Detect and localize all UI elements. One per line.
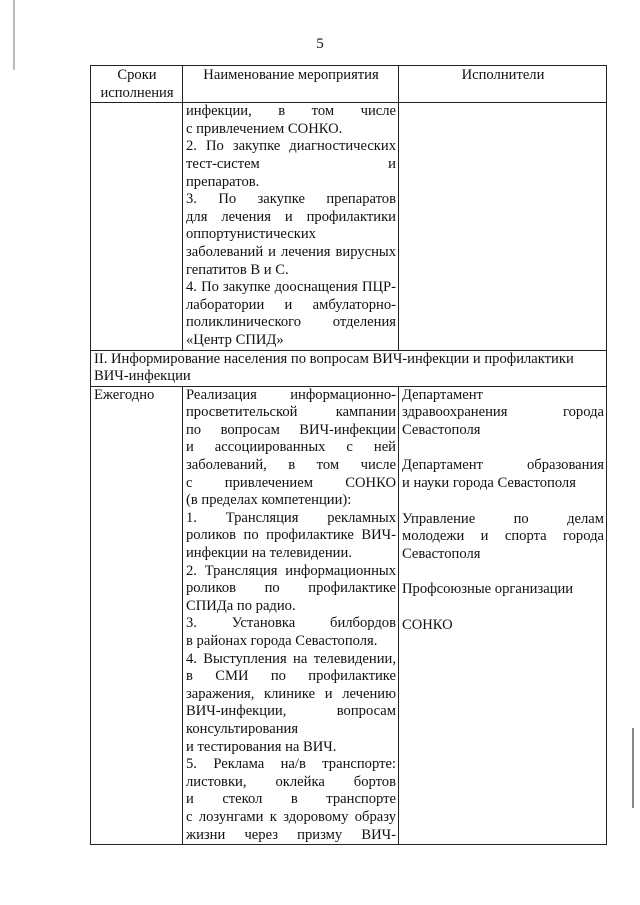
activity-line: инфекции на телевидении. <box>186 545 352 562</box>
activity-line: Реализация информационно- <box>186 386 396 403</box>
activity-line: 4. Выступления на телевидении, <box>186 650 396 667</box>
activity-line: 3. Установка билбордов <box>186 615 396 632</box>
executor-line: Департамент образования <box>402 457 604 474</box>
activity-line: и ассоциированных с ней <box>186 439 396 456</box>
activity-line: 4. По закупке дооснащения ПЦР- <box>186 279 396 296</box>
activity-line: для лечения и профилактики <box>186 208 396 225</box>
activity-line: по вопросам ВИЧ-инфекции <box>186 421 396 438</box>
activity-line: оппортунистических <box>186 226 316 243</box>
executors-cell <box>399 386 607 844</box>
activity-line: лаборатории и амбулаторно- <box>186 296 396 313</box>
activity-line: роликов по профилактике <box>186 580 396 597</box>
activity-line: и стекол в транспорте <box>186 791 396 808</box>
activity-line: 2. По закупке диагностических <box>186 138 396 155</box>
executor-line: Профсоюзные организации <box>402 581 574 598</box>
section-title: II. Информирование населения по вопросам ВИЧ-инфекции и профилактики ВИЧ-инфекции <box>91 350 607 386</box>
activity-line: препаратов. <box>186 173 260 190</box>
activity-line: 1. Трансляция рекламных <box>186 509 396 526</box>
executor-line: Севастополя <box>402 421 481 438</box>
executor-line: здравоохранения города <box>402 404 604 421</box>
activity-line: с лозунгами к здоровому образу <box>186 808 396 825</box>
activity-line: (в пределах компетенции): <box>186 492 352 509</box>
executor-line: Севастополя <box>402 545 481 562</box>
activity-line: в СМИ по профилактике <box>186 668 396 685</box>
activities-table <box>90 65 607 845</box>
activity-line: и тестирования на ВИЧ. <box>186 738 337 755</box>
activity-line: заболеваний, в том числе <box>186 457 396 474</box>
activity-line: заболеваний и лечения вирусных <box>186 243 396 260</box>
timing-cell: Ежегодно <box>91 386 183 844</box>
activity-line: СПИДа по радио. <box>186 597 296 614</box>
executor-line: молодежи и спорта города <box>402 528 604 545</box>
activity-line: ВИЧ-инфекции, вопросам <box>186 703 396 720</box>
activity-cell <box>183 103 399 350</box>
activity-line: с привлечением СОНКО <box>186 474 396 491</box>
header-timing: Сроки исполнения <box>91 66 183 103</box>
activity-line: 2. Трансляция информационных <box>186 562 396 579</box>
activity-line: поликлинического отделения <box>186 314 396 331</box>
activity-line: «Центр СПИД» <box>186 331 284 348</box>
executor-line: и науки города Севастополя <box>402 475 576 492</box>
timing-cell <box>91 103 183 350</box>
table-row <box>91 103 607 350</box>
activity-line: в районах города Севастополя. <box>186 633 378 649</box>
activity-line: жизни через призму ВИЧ- <box>186 826 396 843</box>
header-name: Наименование мероприятия <box>183 66 399 103</box>
scan-edge-mark <box>13 0 15 70</box>
activity-line: 3. По закупке препаратов <box>186 191 396 208</box>
activity-cell <box>183 386 399 844</box>
activity-line: просветительской кампании <box>186 404 396 421</box>
scan-edge-mark <box>632 728 634 808</box>
activity-line: тест-систем и <box>186 155 396 172</box>
activity-line: роликов по профилактике ВИЧ- <box>186 527 396 544</box>
executor-line: Управление по делам <box>402 510 604 527</box>
header-executors: Исполнители <box>399 66 607 103</box>
table-header-row <box>91 66 607 103</box>
activity-line: консультирования <box>186 720 299 737</box>
table-row <box>91 386 607 844</box>
activity-line: с привлечением СОНКО. <box>186 120 343 137</box>
activity-line: инфекции, в том числе <box>186 103 396 120</box>
section-row <box>91 350 607 386</box>
executor-line: Департамент <box>402 386 483 403</box>
activity-line: заражения, клинике и лечению <box>186 685 396 702</box>
activity-line: 5. Реклама на/в транспорте: <box>186 756 396 773</box>
activity-line: гепатитов В и С. <box>186 261 289 278</box>
page-number: 5 <box>316 36 324 52</box>
executors-cell <box>399 103 607 350</box>
activity-line: листовки, оклейка бортов <box>186 773 396 790</box>
executor-line: СОНКО <box>402 617 453 634</box>
